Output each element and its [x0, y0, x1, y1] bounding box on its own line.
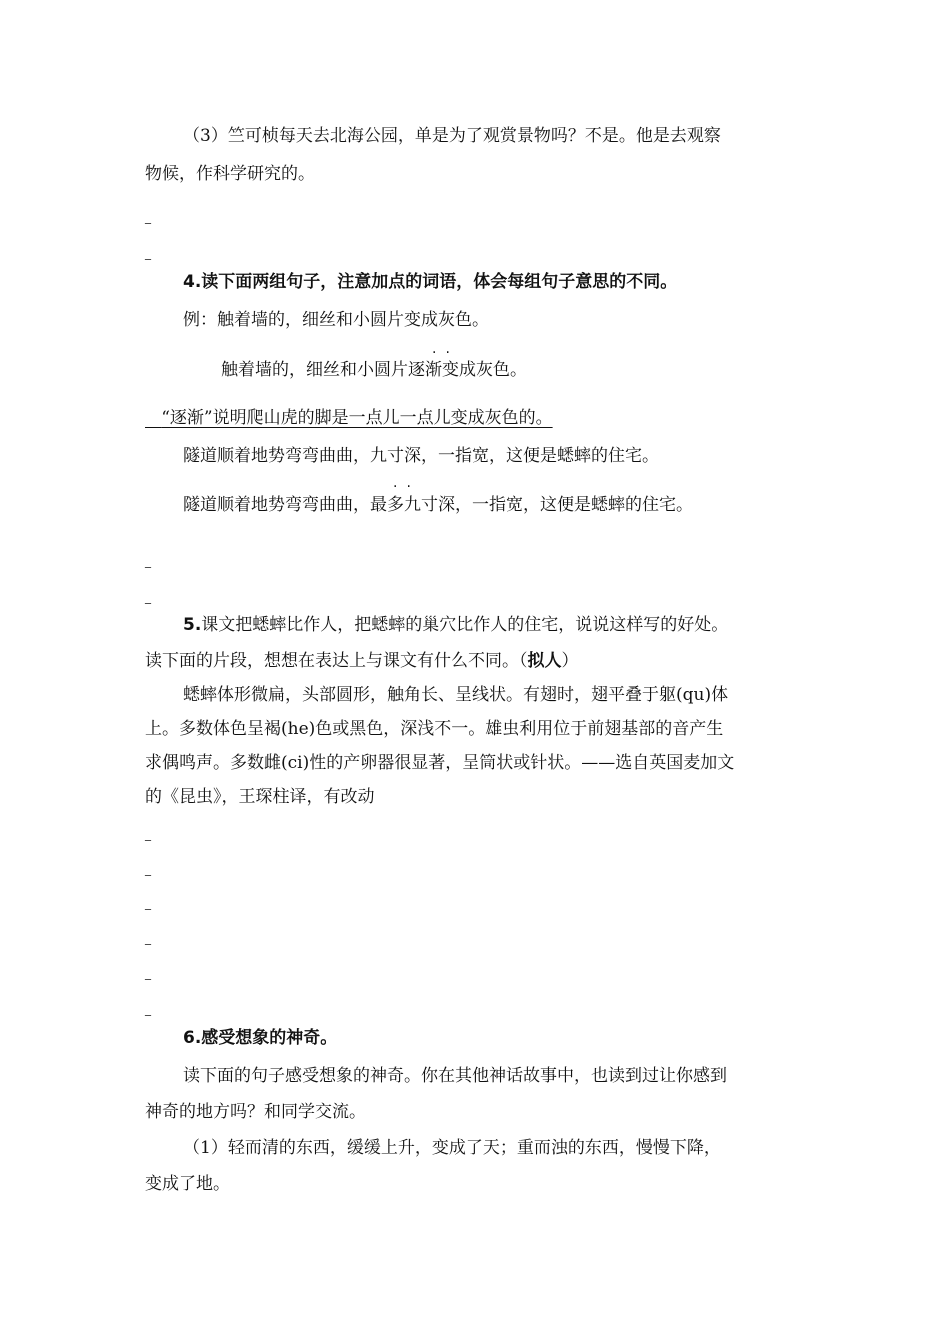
q3-line-1: （3）竺可桢每天去北海公园，单是为了观赏景物吗？不是。他是去观察: [183, 126, 721, 146]
answer-blank: _: [145, 210, 151, 224]
answer-blank: _: [145, 1002, 151, 1016]
answer-blank: _: [145, 827, 151, 841]
q5-passage-line: 求偶鸣声。多数雌(ci)性的产卵器很显著，呈筒状或针状。——选自英国麦加文: [145, 753, 735, 773]
q6-intro-line-2: 神奇的地方吗？和同学交流。: [145, 1102, 366, 1122]
emphasis-dots: ··: [393, 479, 420, 495]
q6-intro-line-1: 读下面的句子感受想象的神奇。你在其他神话故事中，也读到过让你感到: [183, 1066, 727, 1086]
q5-passage-line: 的《昆虫》，王琛柱译，有改动: [145, 787, 375, 807]
answer-blank: _: [145, 246, 151, 260]
q6-item1-line-1: （1）轻而清的东西，缓缓上升，变成了天；重而浊的东西，慢慢下降，: [183, 1138, 721, 1158]
answer-blank: _: [145, 896, 151, 910]
q5-heading: 5.课文把蟋蟀比作人，把蟋蟀的巢穴比作人的住宅，说说这样写的好处。: [183, 615, 729, 635]
q4-sentence-b: 隧道顺着地势弯弯曲曲，最多九寸深，一指宽，这便是蟋蟀的住宅。: [183, 495, 693, 515]
emphasis-dots: ··: [432, 345, 459, 361]
q4-sentence-a: 隧道顺着地势弯弯曲曲，九寸深，一指宽，这便是蟋蟀的住宅。: [183, 446, 659, 466]
q4-explanation: “逐渐”说明爬山虎的脚是一点儿一点儿变成灰色的。: [161, 408, 553, 428]
q4-example-a: 例：触着墙的，细丝和小圆片变成灰色。: [183, 310, 489, 330]
q3-line-2: 物候，作科学研究的。: [145, 164, 315, 184]
answer-blank: _: [145, 554, 151, 568]
q5-passage-line: 蟋蟀体形微扁，头部圆形，触角长、呈线状。有翅时，翅平叠于躯(qu)体: [183, 685, 729, 705]
q4-heading: 4.读下面两组句子，注意加点的词语，体会每组句子意思的不同。: [183, 272, 678, 292]
answer-blank: _: [145, 931, 151, 945]
q6-item1-line-2: 变成了地。: [145, 1174, 230, 1194]
q4-example-b: 触着墙的，细丝和小圆片逐渐变成灰色。: [221, 360, 527, 380]
answer-blank: _: [145, 966, 151, 980]
answer-blank: _: [145, 590, 151, 604]
q5-passage-line: 上。多数体色呈褐(he)色或黑色，深浅不一。雄虫利用位于前翅基部的音产生: [145, 719, 724, 739]
q5-instruction: 读下面的片段，想想在表达上与课文有什么不同。（拟人）: [145, 651, 579, 671]
q6-heading: 6.感受想象的神奇。: [183, 1028, 338, 1048]
answer-blank: _: [145, 862, 151, 876]
